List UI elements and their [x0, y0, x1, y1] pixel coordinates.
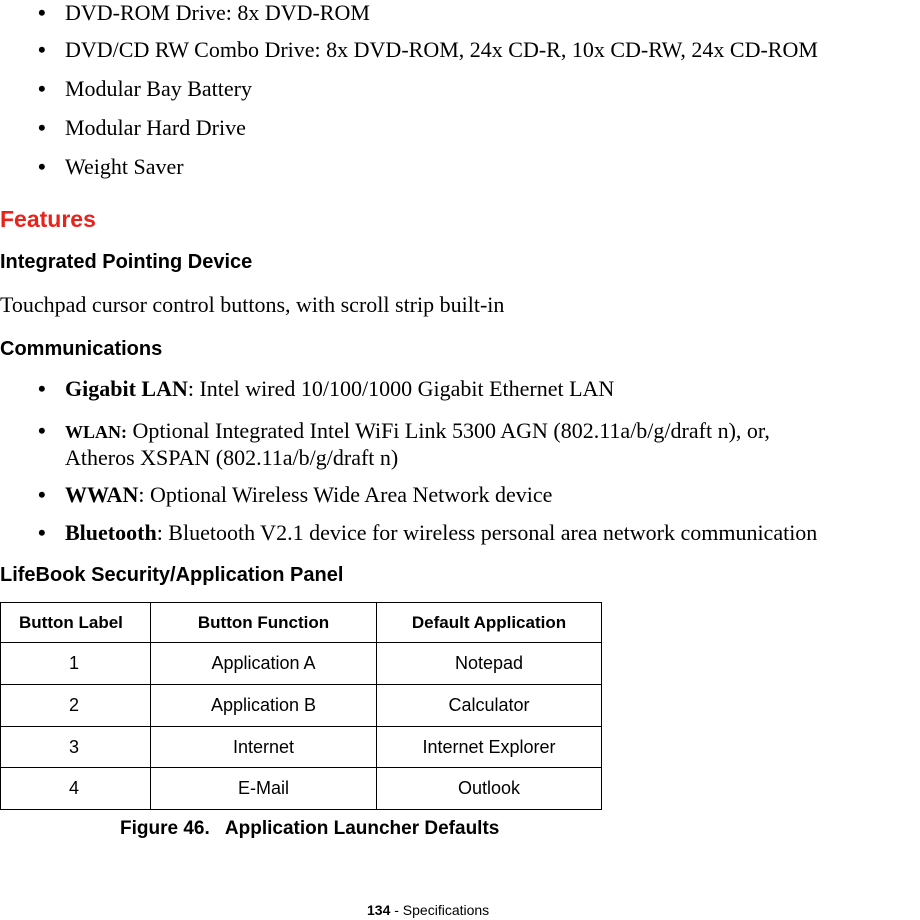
list-item	[38, 0, 370, 26]
list-item-description: : Optional Wireless Wide Area Network device	[138, 482, 553, 507]
bullet-icon: •	[38, 76, 46, 101]
list-item	[38, 520, 817, 546]
table-cell: Calculator	[377, 685, 602, 727]
list-item-text	[65, 482, 552, 508]
table-cell: Internet	[151, 727, 377, 768]
list-item-description: : Bluetooth V2.1 device for wireless personal area network communication	[156, 520, 818, 545]
table-cell: 4	[1, 768, 151, 810]
features-heading: Features	[0, 206, 96, 232]
table-cell: Application B	[151, 685, 377, 727]
footer-section: - Specifications	[390, 902, 490, 918]
communications-heading: Communications	[0, 338, 163, 360]
list-item-description: : Intel wired 10/100/1000 Gigabit Ethernet LAN	[187, 376, 615, 401]
list-item	[38, 76, 252, 102]
table-cell: 2	[1, 685, 151, 727]
table-row	[1, 685, 602, 727]
list-item-text: Modular Hard Drive	[65, 115, 246, 140]
list-item-term: Gigabit LAN	[65, 376, 188, 401]
list-item-text: Modular Bay Battery	[65, 76, 252, 101]
table-cell: Application A	[151, 643, 377, 685]
list-item	[38, 154, 184, 180]
bullet-icon: •	[38, 482, 46, 507]
list-item	[38, 115, 246, 141]
table-cell: 1	[1, 643, 151, 685]
list-item-text: DVD-ROM Drive: 8x DVD-ROM	[65, 0, 370, 25]
bullet-icon: •	[38, 0, 46, 25]
page-footer	[367, 902, 489, 918]
list-item-text: DVD/CD RW Combo Drive: 8x DVD-ROM, 24x CD-R, 10x CD-RW, 24x CD-ROM	[65, 37, 818, 62]
list-item-description: Optional Integrated Intel WiFi Link 5300 AGN (802.11a/b/g/draft n), or,	[127, 418, 770, 443]
bullet-icon: •	[38, 115, 46, 140]
column-header-button-function: Button Function	[151, 603, 377, 643]
list-item-description-continued: Atheros XSPAN (802.11a/b/g/draft n)	[65, 445, 399, 470]
column-header-button-label: Button Label	[1, 603, 151, 643]
table-header-row	[1, 603, 602, 643]
list-item	[38, 376, 614, 402]
table-row	[1, 727, 602, 768]
list-item-text	[65, 520, 817, 546]
bullet-icon: •	[38, 37, 46, 62]
list-item-text	[65, 418, 770, 471]
list-item-term: WWAN	[65, 482, 139, 507]
application-launcher-table	[0, 602, 602, 810]
pointing-device-heading: Integrated Pointing Device	[0, 251, 253, 273]
list-item	[38, 418, 770, 471]
bullet-icon: •	[38, 154, 46, 179]
list-item-term: WLAN:	[65, 422, 127, 442]
bullet-icon: •	[38, 520, 46, 545]
bullet-icon: •	[38, 376, 46, 401]
list-item	[38, 37, 818, 63]
table-cell: Internet Explorer	[377, 727, 602, 768]
page-number: 134	[367, 902, 391, 918]
table-cell: 3	[1, 727, 151, 768]
list-item-text	[65, 376, 614, 402]
figure-caption: Figure 46. Application Launcher Defaults	[120, 818, 500, 839]
list-item-text: Weight Saver	[65, 154, 184, 179]
table-cell: E-Mail	[151, 768, 377, 810]
pointing-device-text: Touchpad cursor control buttons, with scroll strip built-in	[0, 292, 505, 317]
list-item	[38, 482, 552, 508]
table-row	[1, 768, 602, 810]
list-item-term: Bluetooth	[65, 520, 157, 545]
security-panel-heading: LifeBook Security/Application Panel	[0, 564, 344, 586]
bullet-icon: •	[38, 418, 46, 443]
table-cell: Notepad	[377, 643, 602, 685]
column-header-default-application: Default Application	[377, 603, 602, 643]
table-row	[1, 643, 602, 685]
table-cell: Outlook	[377, 768, 602, 810]
